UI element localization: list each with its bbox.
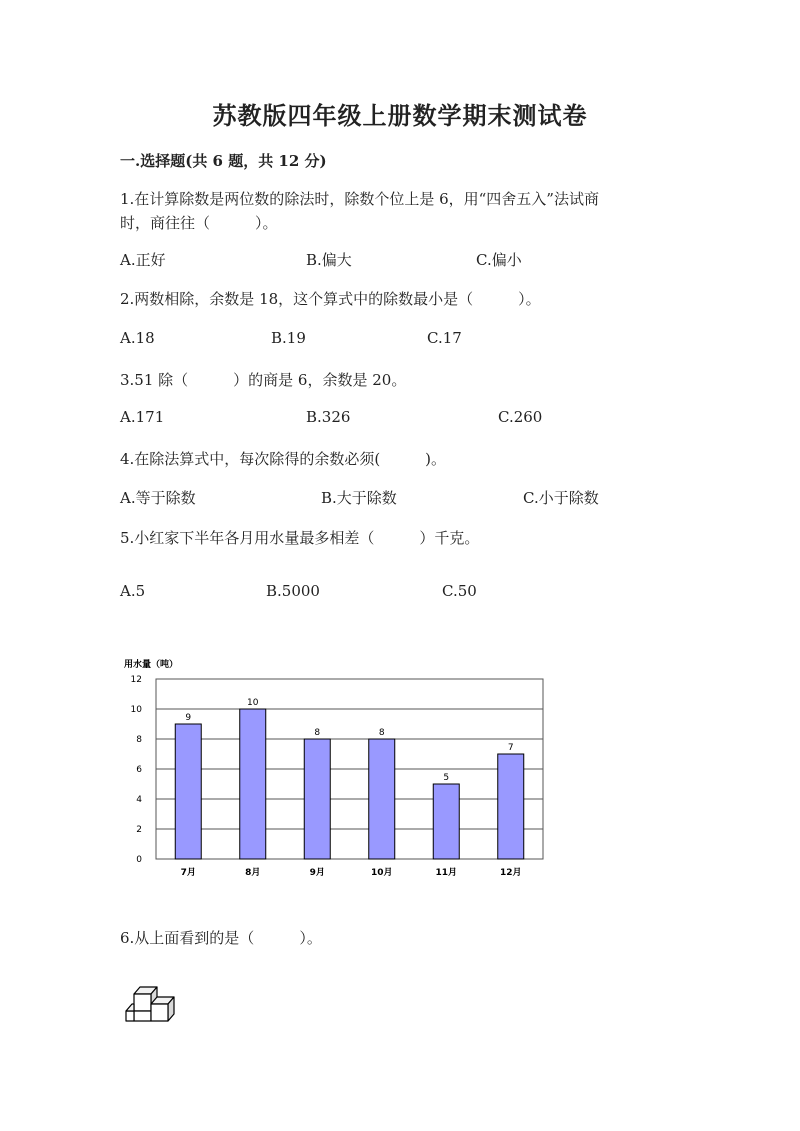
chart-bar (304, 739, 330, 859)
question-4-option-b[interactable]: B.大于除数 (321, 489, 397, 507)
question-2-option-c[interactable]: C.17 (427, 329, 462, 347)
cube-front-face (134, 994, 151, 1011)
chart-data-label: 5 (443, 773, 450, 783)
question-3-text: 3.51 除（ ）的商是 6，余数是 20。 (120, 371, 407, 389)
chart-bar (240, 709, 266, 859)
question-5-text: 5.小红家下半年各月用水量最多相差（ ）千克。 (120, 529, 480, 547)
question-1-option-b[interactable]: B.偏大 (306, 251, 352, 269)
chart-y-tick-label: 8 (136, 735, 142, 745)
chart-y-axis-label: 用水量（吨） (124, 660, 179, 670)
chart-bar (433, 784, 459, 859)
chart-bar (175, 724, 201, 859)
question-3-option-a[interactable]: A.171 (120, 408, 165, 426)
chart-x-tick-label: 8月 (245, 868, 261, 878)
question-2-option-a[interactable]: A.18 (120, 329, 155, 347)
chart-y-tick-label: 2 (136, 825, 142, 835)
chart-y-tick-label: 10 (130, 705, 142, 715)
question-1-text-line-1: 1.在计算除数是两位数的除法时，除数个位上是 6，用“四舍五入”法试商 (120, 190, 599, 208)
question-4-option-c[interactable]: C.小于除数 (523, 489, 599, 507)
chart-data-label: 9 (185, 713, 192, 723)
chart-data-label: 10 (247, 698, 259, 708)
question-2-option-b[interactable]: B.19 (271, 329, 306, 347)
chart-y-tick-label: 0 (136, 855, 142, 865)
chart-bar (369, 739, 395, 859)
question-1-option-a[interactable]: A.正好 (120, 251, 166, 269)
water-usage-bar-chart (118, 655, 558, 885)
cube-front-face (126, 1011, 134, 1021)
question-3-option-b[interactable]: B.326 (306, 408, 351, 426)
cube-stack-figure (120, 980, 190, 1028)
cube-top-face (126, 1004, 134, 1011)
chart-x-tick-label: 7月 (180, 868, 196, 878)
question-6-text: 6.从上面看到的是（ ）。 (120, 929, 322, 947)
question-3-option-c[interactable]: C.260 (498, 408, 543, 426)
cube-front-face (151, 1004, 168, 1021)
chart-y-tick-label: 6 (136, 765, 142, 775)
question-5-option-a[interactable]: A.5 (120, 582, 146, 600)
cube-front-face (134, 1011, 151, 1021)
chart-data-label: 8 (314, 728, 321, 738)
chart-x-tick-label: 9月 (309, 868, 325, 878)
question-2-text: 2.两数相除，余数是 18，这个算式中的除数最小是（ ）。 (120, 290, 541, 308)
question-4-text: 4.在除法算式中，每次除得的余数必须( )。 (120, 450, 447, 468)
question-5-option-c[interactable]: C.50 (442, 582, 477, 600)
question-4-option-a[interactable]: A.等于除数 (120, 489, 196, 507)
chart-y-tick-label: 12 (130, 675, 142, 685)
chart-y-tick-label: 4 (136, 795, 142, 805)
chart-x-tick-label: 10月 (370, 868, 393, 878)
chart-x-tick-label: 12月 (499, 868, 522, 878)
page-title: 苏教版四年级上册数学期末测试卷 (212, 101, 588, 130)
section-heading: 一.选择题(共 6 题，共 12 分) (120, 152, 327, 170)
chart-bar (498, 754, 524, 859)
question-1-option-c[interactable]: C.偏小 (476, 251, 522, 269)
chart-data-label: 8 (378, 728, 385, 738)
chart-data-label: 7 (507, 743, 514, 753)
chart-x-tick-label: 11月 (435, 868, 458, 878)
question-1-text-line-2: 时，商往往（ ）。 (120, 214, 278, 232)
question-5-option-b[interactable]: B.5000 (266, 582, 320, 600)
